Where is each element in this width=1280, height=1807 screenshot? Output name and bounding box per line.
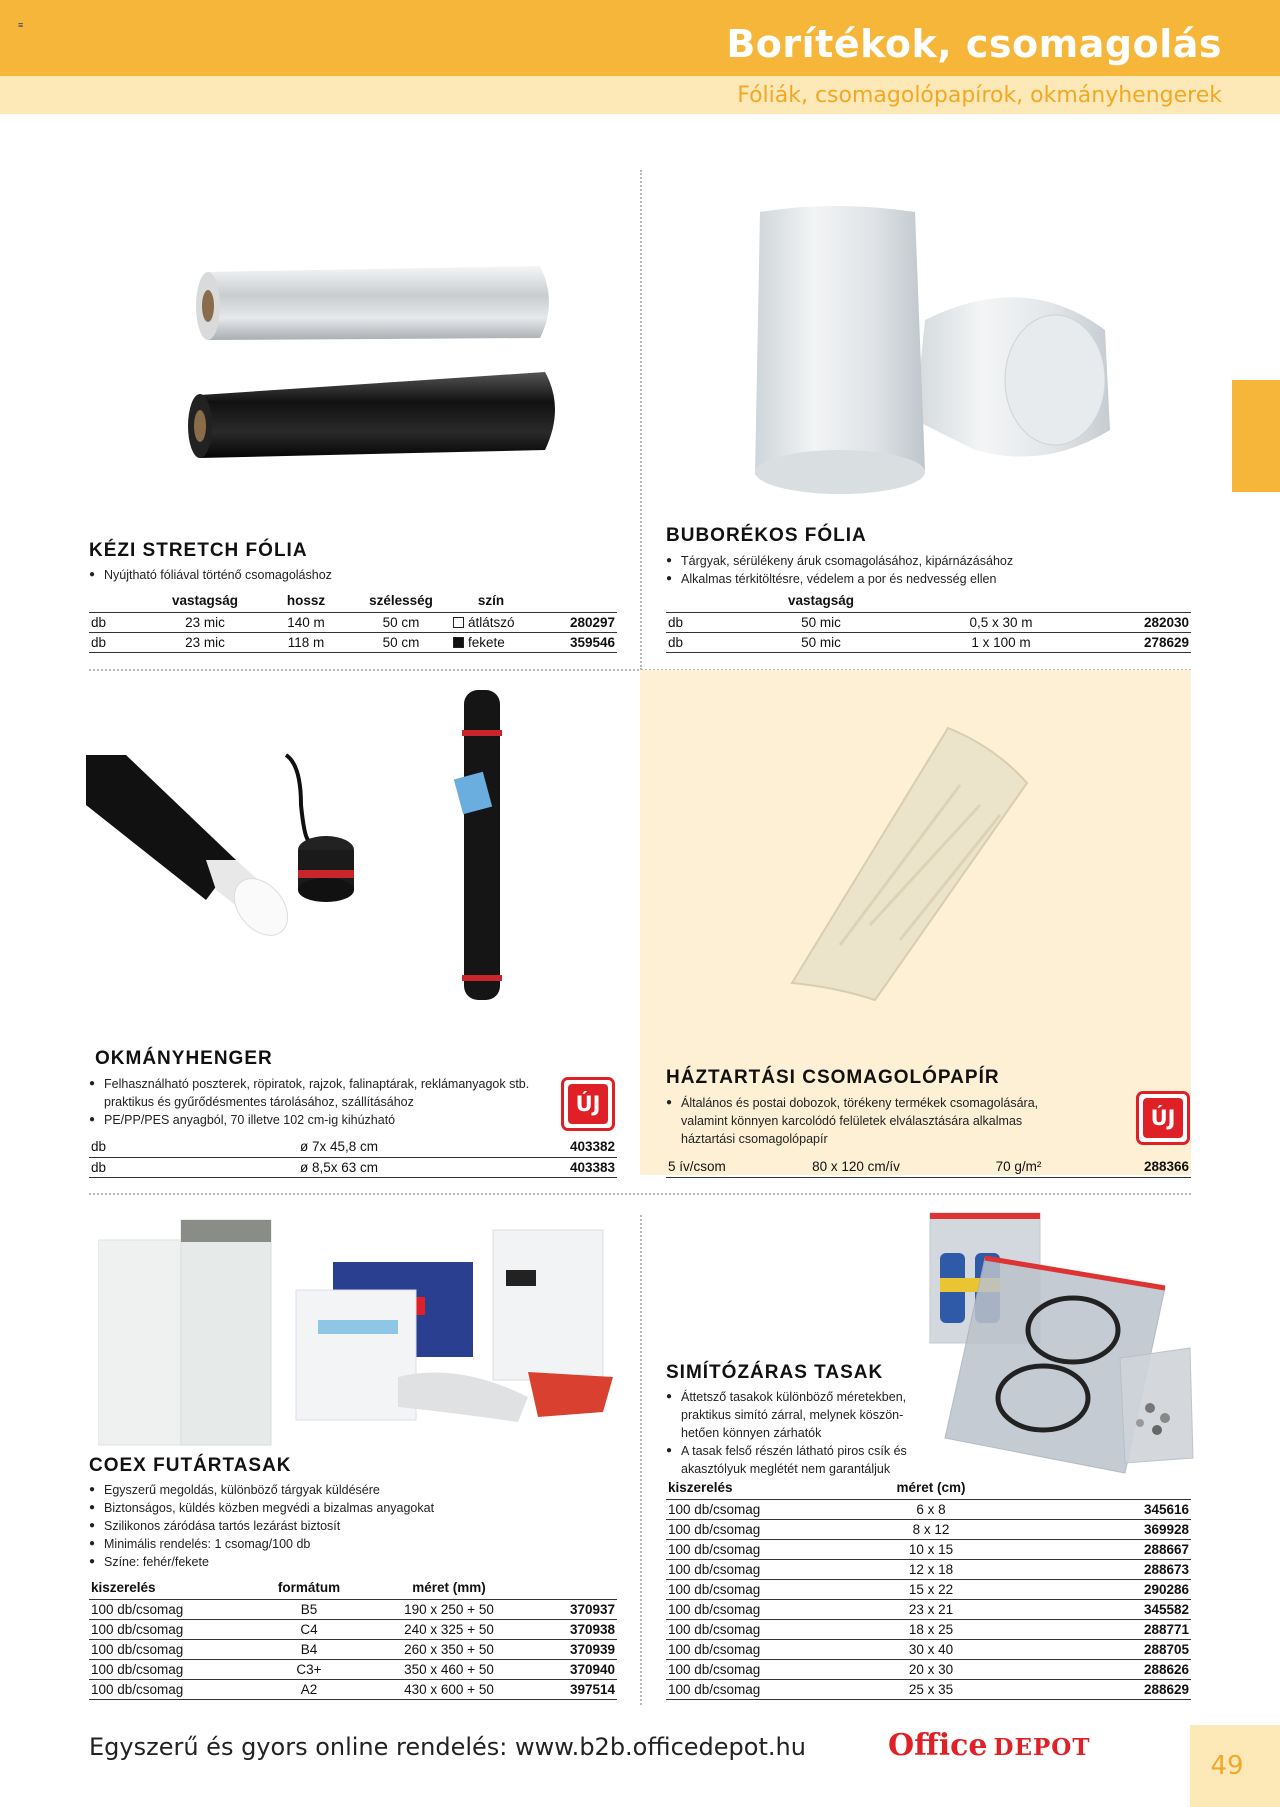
- new-badge: ÚJ: [561, 1077, 615, 1131]
- bullet-item: ● Nyújtható fóliával történő csomagoláshoz: [89, 566, 609, 584]
- table-row: db 50 mic 0,5 x 30 m 282030: [666, 612, 1191, 632]
- table-row: 100 db/csomag B5 190 x 250 + 50 370937: [89, 1599, 617, 1619]
- column-header: kiszerelés: [89, 1579, 249, 1599]
- document-tube-image: [86, 685, 576, 1015]
- product-code: 278629: [1086, 632, 1191, 652]
- table-header-row: [89, 1579, 617, 1599]
- table-row: db ø 7x 45,8 cm 403382: [89, 1137, 617, 1157]
- table-row: 100 db/csomag C3+ 350 x 460 + 50 370940: [89, 1659, 617, 1679]
- bullet-item: ● PE/PP/PES anyagból, 70 illetve 102 cm-ig kihúzható: [89, 1111, 544, 1129]
- table-header-row: [666, 592, 1191, 612]
- stretch-film-table: [89, 592, 617, 653]
- product-code: 370938: [529, 1619, 617, 1639]
- product-code: 288626: [1101, 1659, 1191, 1679]
- table-row: 100 db/csomag 8 x 12 369928: [666, 1519, 1191, 1539]
- column-header: méret (cm): [816, 1479, 1046, 1499]
- wrapping-paper-title: HÁZTARTÁSI CSOMAGOLÓPAPÍR: [666, 1067, 1000, 1088]
- zip-bag-title: SIMÍTÓZÁRAS TASAK: [666, 1362, 884, 1383]
- bubble-wrap-title: BUBORÉKOS FÓLIA: [666, 525, 867, 546]
- table-row: 100 db/csomag A2 430 x 600 + 50 397514: [89, 1679, 617, 1699]
- wrapping-paper-bullets: [666, 1094, 1061, 1148]
- new-badge: ÚJ: [1136, 1091, 1190, 1145]
- column-header: vastagság: [149, 592, 261, 612]
- bullet-item: ● Áttetsző tasakok különböző méretekben, praktikus simító zárral, melynek köszön-hetően könnyen zárhatók: [666, 1388, 911, 1442]
- bullet-item: ● Általános és postai dobozok, törékeny termékek csomagolására, valamint könnyen karcolódó felületek elválasztására alkalmas háztartási csomagolópapír: [666, 1094, 1061, 1148]
- section-tab: [1232, 380, 1280, 492]
- column-header: formátum: [249, 1579, 369, 1599]
- table-row: db 23 mic 140 m 50 cm átlátszó 280297: [89, 612, 617, 632]
- product-code: 370939: [529, 1639, 617, 1659]
- page-number-tab: [1190, 1725, 1280, 1807]
- footer-order-text: Egyszerű és gyors online rendelés: www.b2b.officedepot.hu: [89, 1733, 806, 1761]
- table-row: 5 ív/csom 80 x 120 cm/ív 70 g/m² 288366: [666, 1157, 1191, 1177]
- product-code: 403382: [529, 1137, 617, 1157]
- bullet-item: ● Felhasználható poszterek, röpiratok, rajzok, falinaptárak, reklámanyagok stb. praktikus és gyűrődésmentes tárolásához, szállításához: [89, 1075, 544, 1111]
- product-code: 403383: [529, 1157, 617, 1177]
- table-row: 100 db/csomag B4 260 x 350 + 50 370939: [89, 1639, 617, 1659]
- document-tube-bullets: [89, 1075, 544, 1129]
- header-bar: [0, 0, 1280, 76]
- bullet-item: ● Tárgyak, sérülékeny áruk csomagolásához, kipárnázásához: [666, 552, 1186, 570]
- page-number: 49: [1210, 1751, 1244, 1781]
- column-header: kiszerelés: [666, 1479, 816, 1499]
- bullet-item: ● Színe: fehér/fekete: [89, 1553, 609, 1571]
- wrapping-paper-table: [666, 1157, 1191, 1178]
- table-row: 100 db/csomag C4 240 x 325 + 50 370938: [89, 1619, 617, 1639]
- product-code: 282030: [1086, 612, 1191, 632]
- product-code: 397514: [529, 1679, 617, 1699]
- product-code: 288366: [1101, 1157, 1191, 1177]
- table-row: 100 db/csomag 25 x 35 288629: [666, 1679, 1191, 1699]
- bubble-wrap-image: [745, 200, 1115, 500]
- product-code: 280297: [531, 612, 617, 632]
- page-title: Borítékok, csomagolás: [726, 22, 1222, 66]
- table-row: 100 db/csomag 15 x 22 290286: [666, 1579, 1191, 1599]
- product-code: 359546: [531, 632, 617, 652]
- table-row: 100 db/csomag 18 x 25 288771: [666, 1619, 1191, 1639]
- column-header: vastagság: [726, 592, 916, 612]
- bullet-item: ● Szilikonos záródása tartós lezárást biztosít: [89, 1517, 609, 1535]
- courier-bag-bullets: [89, 1481, 609, 1571]
- column-header: szín: [451, 592, 531, 612]
- table-header-row: [666, 1479, 1191, 1499]
- product-code: 288705: [1101, 1639, 1191, 1659]
- courier-bag-table: [89, 1579, 617, 1700]
- wrapping-paper-image: [780, 725, 1040, 1005]
- bubble-wrap-table: [666, 592, 1191, 653]
- product-code: 370937: [529, 1599, 617, 1619]
- zip-bag-image: [925, 1208, 1195, 1483]
- bullet-item: ● Biztonságos, küldés közben megvédi a bizalmas anyagokat: [89, 1499, 609, 1517]
- table-row: 100 db/csomag 6 x 8 345616: [666, 1499, 1191, 1519]
- product-code: 288771: [1101, 1619, 1191, 1639]
- column-header: méret (mm): [369, 1579, 529, 1599]
- column-header: szélesség: [351, 592, 451, 612]
- product-code: 288667: [1101, 1539, 1191, 1559]
- transparent-swatch-icon: [453, 617, 464, 628]
- product-code: 370940: [529, 1659, 617, 1679]
- document-tube-table: [89, 1137, 617, 1178]
- table-row: 100 db/csomag 10 x 15 288667: [666, 1539, 1191, 1559]
- flag-icon: ≡: [18, 20, 24, 30]
- zip-bag-table: [666, 1479, 1191, 1700]
- column-divider: [640, 1215, 642, 1705]
- table-header-row: [89, 592, 617, 612]
- stretch-film-bullets: [89, 566, 609, 584]
- row-divider: [89, 1193, 1191, 1195]
- product-code: 288673: [1101, 1559, 1191, 1579]
- courier-bag-image: [98, 1212, 628, 1462]
- column-header: hossz: [261, 592, 351, 612]
- subheader-bar: [0, 76, 1280, 114]
- bullet-item: ● Alkalmas térkitöltésre, védelem a por és nedvesség ellen: [666, 570, 1186, 588]
- product-code: 345616: [1101, 1499, 1191, 1519]
- product-code: 345582: [1101, 1599, 1191, 1619]
- table-row: 100 db/csomag 23 x 21 345582: [666, 1599, 1191, 1619]
- bullet-item: ● Minimális rendelés: 1 csomag/100 db: [89, 1535, 609, 1553]
- courier-bag-title: COEX FUTÁRTASAK: [89, 1455, 292, 1476]
- bubble-wrap-bullets: [666, 552, 1186, 588]
- table-row: 100 db/csomag 20 x 30 288626: [666, 1659, 1191, 1679]
- table-row: 100 db/csomag 12 x 18 288673: [666, 1559, 1191, 1579]
- column-divider: [640, 170, 642, 670]
- product-code: 290286: [1101, 1579, 1191, 1599]
- table-row: db 23 mic 118 m 50 cm fekete 359546: [89, 632, 617, 652]
- stretch-film-image: [180, 250, 570, 470]
- page-subtitle: Fóliák, csomagolópapírok, okmányhengerek: [737, 83, 1222, 108]
- black-swatch-icon: [453, 637, 464, 648]
- document-tube-title: OKMÁNYHENGER: [95, 1048, 273, 1069]
- office-depot-logo: Office DEPOT: [888, 1728, 1091, 1763]
- bullet-item: ● Egyszerű megoldás, különböző tárgyak küldésére: [89, 1481, 609, 1499]
- bullet-item: ● A tasak felső részén látható piros csík és akasztólyuk meglétét nem garantáljuk: [666, 1442, 911, 1478]
- product-code: 288629: [1101, 1679, 1191, 1699]
- table-row: db 50 mic 1 x 100 m 278629: [666, 632, 1191, 652]
- stretch-film-title: KÉZI STRETCH FÓLIA: [89, 540, 308, 561]
- table-row: db ø 8,5x 63 cm 403383: [89, 1157, 617, 1177]
- table-row: 100 db/csomag 30 x 40 288705: [666, 1639, 1191, 1659]
- zip-bag-bullets: [666, 1388, 911, 1478]
- product-code: 369928: [1101, 1519, 1191, 1539]
